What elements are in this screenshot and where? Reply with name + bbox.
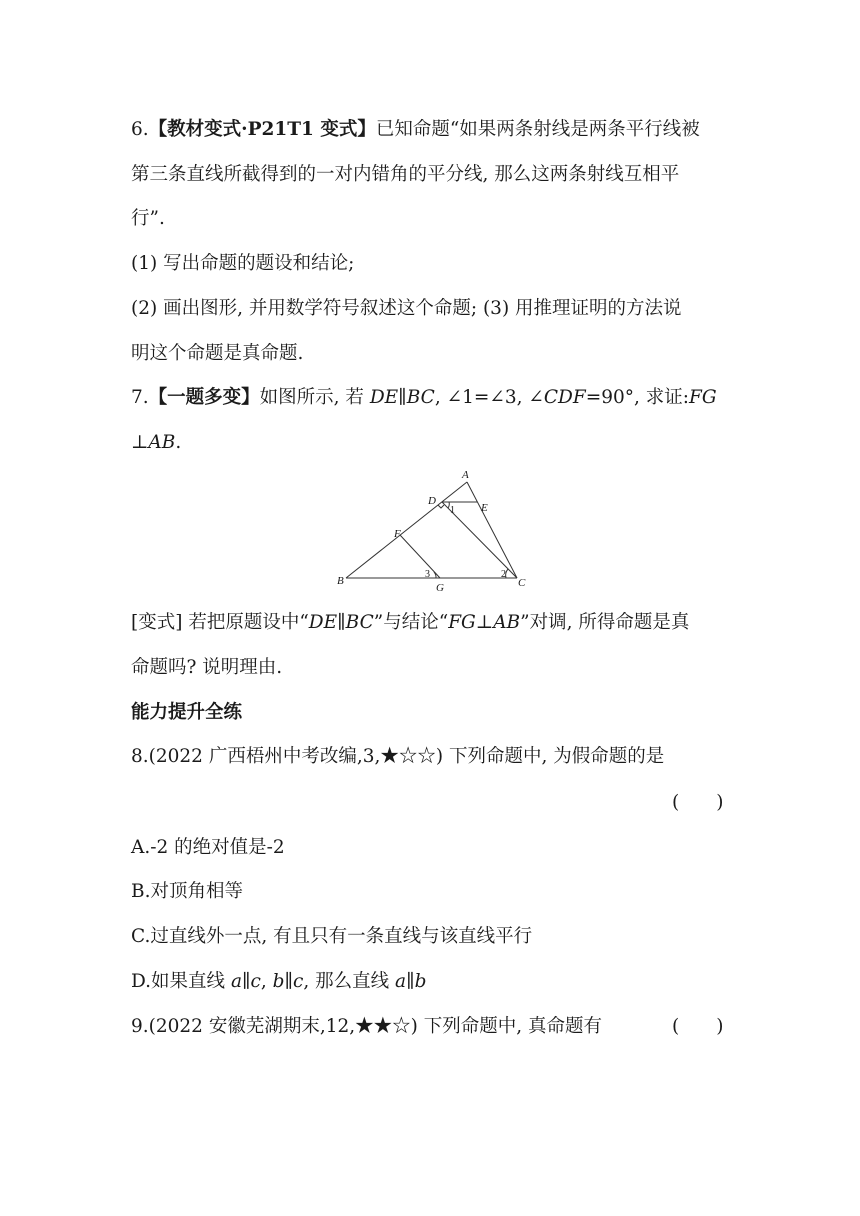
q7-math-3: FG [689,387,717,408]
q9-stem: 9.(2022 安徽芜湖期末,12,★★☆) 下列命题中, 真命题有 [131,1016,602,1037]
q6-sub-1: (1) 写出命题的题设和结论; [131,253,355,274]
geometry-figure [336,466,526,598]
q6-sub-3: 明这个命题是真命题. [131,343,304,364]
q8-answer-blank: ( ) [672,792,724,813]
variant-text-1: [变式] 若把原题设中“ [131,612,309,633]
q7-tag: 【一题多变】 [148,387,260,408]
q7-math-1: DE∥BC [369,387,435,408]
option-d-text-2: , [260,971,273,992]
q6-line-1 [131,117,700,143]
label-g: G [436,582,444,594]
q7-number: 7. [131,387,149,408]
right-angle-mark [438,505,444,508]
segment-ac [467,482,517,578]
label-b: B [337,575,344,587]
q7-line-1 [131,385,717,411]
variant-math-2: FG⊥AB [448,612,521,633]
q6-number: 6. [131,119,149,140]
segment-ab [346,482,467,578]
q8-option-b: B.对顶角相等 [131,881,243,902]
label-f: F [394,528,401,540]
label-a: A [462,469,469,481]
triangle-diagram [336,466,526,598]
q7-variant-line-2: 命题吗? 说明理由. [131,657,283,678]
segment-fg [400,535,440,578]
q6-sub-2: (2) 画出图形, 并用数学符号叙述这个命题; (3) 用推理证明的方法说 [131,298,682,319]
option-d-text-1: D.如果直线 [131,971,231,992]
section-title: 能力提升全练 [131,702,243,723]
label-e: E [481,502,488,514]
q8-option-c: C.过直线外一点, 有且只有一条直线与该直线平行 [131,926,533,947]
q6-text-1: 已知命题“如果两条射线是两条平行线被 [375,119,700,140]
label-c: C [518,577,526,589]
q7-math-ab: AB [148,432,176,453]
label-angle-2: 2 [501,569,506,580]
variant-text-2: ”与结论“ [373,612,449,633]
q6-line-3: 行”. [131,208,165,229]
q7-period: . [175,432,182,453]
q7-text-3: =90°, 求证: [585,387,690,408]
label-angle-1: 1 [450,505,455,516]
option-d-math-3: a∥b [395,971,427,992]
option-d-math-1: a∥c [230,971,261,992]
option-d-math-2: b∥c [272,971,304,992]
option-d-text-3: , 那么直线 [303,971,396,992]
angle-2-arc [506,569,508,578]
q8-stem: 8.(2022 广西梧州中考改编,3,★☆☆) 下列命题中, 为假命题的是 [131,746,665,767]
variant-text-3: ”对调, 所得命题是真 [520,612,690,633]
q7-variant-line-1 [131,610,689,636]
label-d: D [428,495,436,507]
q7-text-1: 如图所示, 若 [259,387,370,408]
q7-math-2: CDF [543,387,586,408]
q6-line-2: 第三条直线所截得到的一对内错角的平分线, 那么这两条射线互相平 [131,164,680,185]
q6-tag: 【教材变式·P21T1 变式】 [148,119,376,140]
q7-perp: ⊥ [131,432,149,453]
q7-line-2 [131,430,181,456]
label-angle-3: 3 [425,569,430,580]
variant-math-1: DE∥BC [308,612,374,633]
q7-text-2: , ∠1=∠3, ∠ [434,387,544,408]
q8-option-a: A.-2 的绝对值是-2 [131,837,285,858]
q8-option-d [131,969,426,995]
q9-answer-blank: ( ) [672,1016,724,1037]
